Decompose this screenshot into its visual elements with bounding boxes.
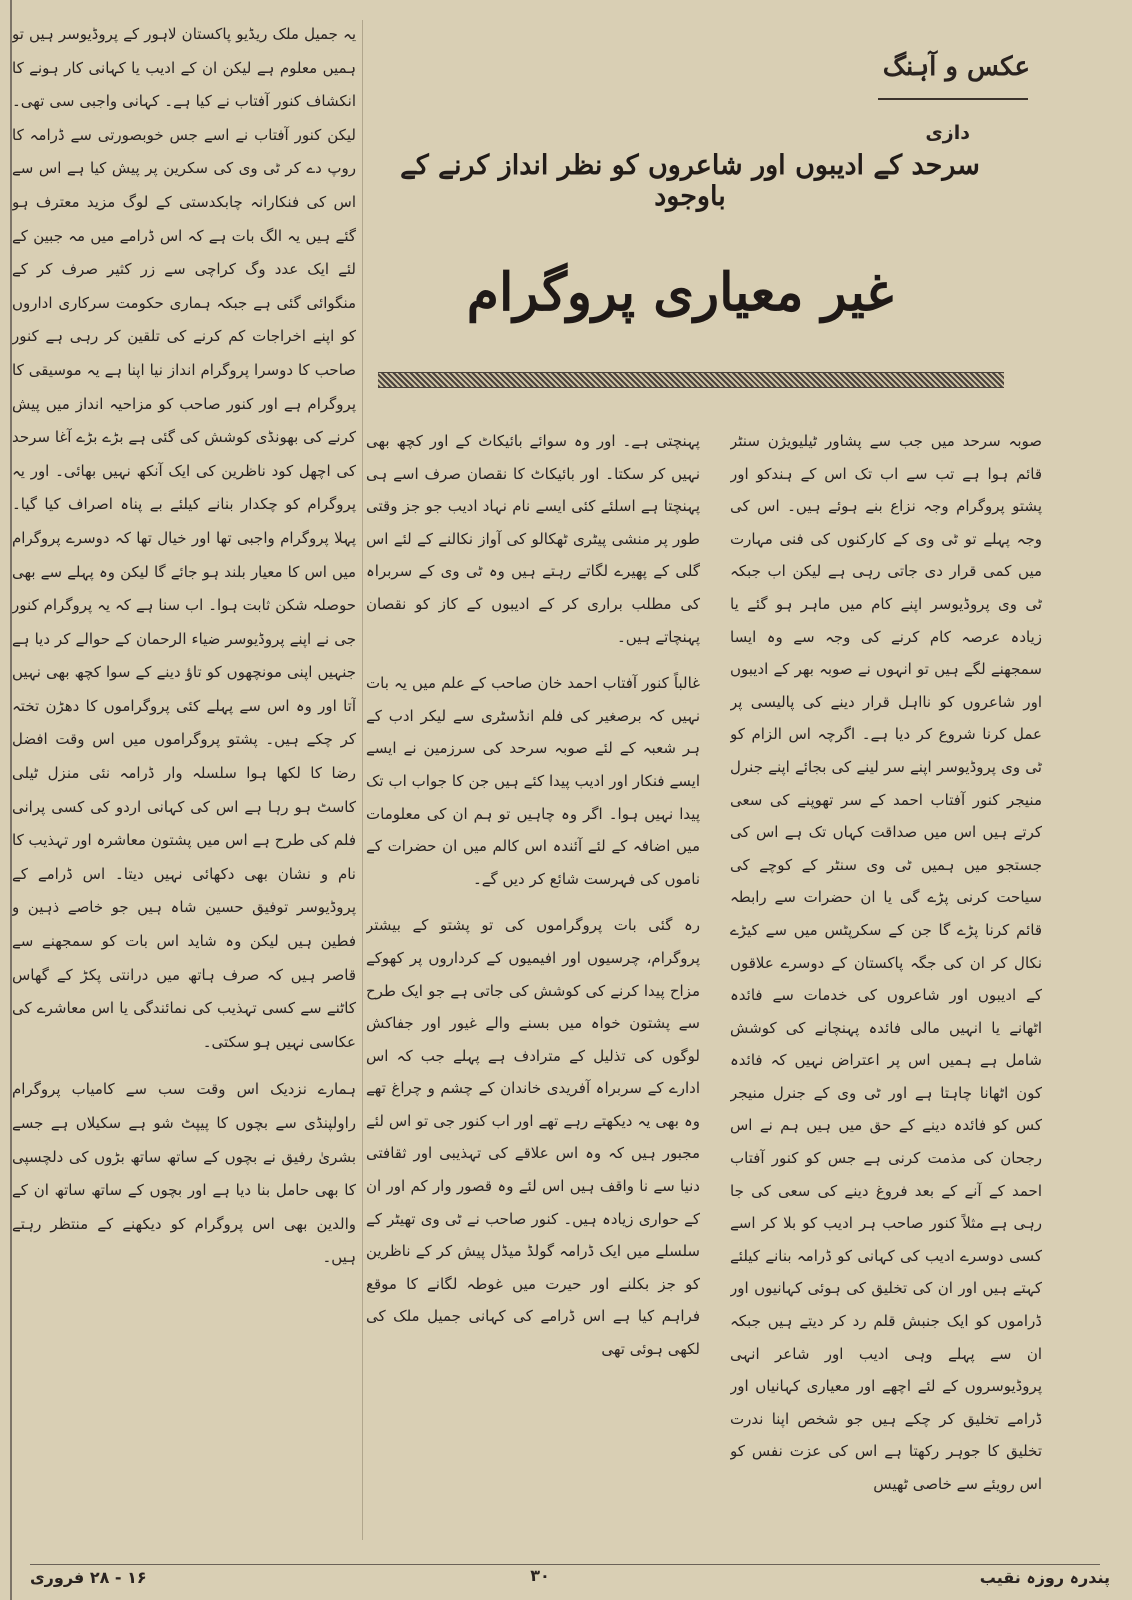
article-column-right (730, 425, 1042, 1555)
headline-hatch-divider (378, 372, 1004, 388)
footer-publication: پندرہ روزہ نقیب (979, 1568, 1110, 1587)
column-divider (362, 20, 363, 1540)
section-title: عکس و آہنگ (882, 52, 1030, 82)
footer-page-number: ۳۰ (530, 1566, 550, 1585)
article-column-left (12, 18, 356, 1558)
article-paragraph: صوبہ سرحد میں جب سے پشاور ٹیلیویژن سنٹر قائم ہوا ہے تب سے اب تک اس کے ہندکو اور پشتو پروگرام وجہ نزاع بنے ہوئے ہیں۔ اس کی وجہ پہلے تو ٹی وی کے کارکنوں کی فنی مہارت میں کمی قرار دی جاتی رہی ہے لیکن اب جبکہ ٹی وی پروڈیوسر اپنے کام میں ماہر ہو گئے یا زیادہ عرصہ کام کرنے کی وجہ سے وہ ایسا سمجھنے لگے ہیں تو انہوں نے صوبہ بھر کے ادیبوں اور شاعروں کو نااہل قرار دینے کی پالیسی پر عمل کرنا شروع کر دیا ہے۔ اگرچہ اس الزام کو ٹی وی پروڈیوسر اپنے سر لینے کی بجائے اپنے جنرل منیجر کنور آفتاب احمد کے سر تھوپنے کی سعی کرتے ہیں اس میں صداقت کہاں تک ہے اس کی جستجو میں ہمیں ٹی وی سنٹر کے کوچے کی سیاحت کرنی پڑے گی یا ان حضرات سے رابطہ قائم کرنا پڑے گا جن کے سکرپٹس میں سے کیڑے نکال کر ان کی جگہ پاکستان کے دوسرے علاقوں کے ادیبوں اور شاعروں کی خدمات سے فائدہ اٹھانے یا انہیں مالی فائدہ پہنچانے کی کوشش شامل ہے ہمیں اس پر اعتراض نہیں کہ فائدہ کون اٹھانا چاہتا ہے اور ٹی وی کے جنرل منیجر کس کو فائدہ دینے کے حق میں ہیں ہم نے اس رجحان کی مذمت کرنی ہے جس کو کنور آفتاب احمد کے آنے کے بعد فروغ دینے کی سعی کی جا رہی ہے مثلاً کنور صاحب ہر ادیب کو بلا کر اسے کسی دوسرے ادیب کی کہانی کو ڈرامہ بنانے کیلئے کہتے ہیں اور ان کی تخلیق کی ہوئی کہانیوں اور ڈراموں کو ایک جنبش قلم رد کر دیتے ہیں جبکہ ان سے پہلے وہی ادیب اور شاعر انہی پروڈیوسروں کے لئے اچھے اور معیاری کہانیاں اور ڈرامے تخلیق کر چکے ہیں جو شخص اپنا ندرت تخلیق کا جوہر رکھتا ہے اس کی عزت نفس کو اس رویئے سے خاصی ٹھیس (730, 432, 1042, 1493)
article-paragraph: یہ جمیل ملک ریڈیو پاکستان لاہور کے پروڈیوسر ہیں تو ہمیں معلوم ہے لیکن ان کے ادیب یا کہانی کار ہونے کا انکشاف کنور آفتاب نے کیا ہے۔ کہانی واجبی سی تھی۔ لیکن کنور آفتاب نے اسے جس خوبصورتی سے ڈرامہ کا روپ دے کر ٹی وی کی سکرین پر پیش کیا ہے اس سے اس کی فنکارانہ چابکدستی کے لوگ مزید معترف ہو گئے ہیں یہ الگ بات ہے کہ اس ڈرامے میں مہ جبین کے لئے ایک عدد وگ کراچی سے زر کثیر صرف کر کے منگوائی گئی ہے جبکہ ہماری حکومت سرکاری اداروں کو اپنے اخراجات کم کرنے کی تلقین کر رہی ہے کنور صاحب کا دوسرا پروگرام انداز نیا اپنا ہے یہ موسیقی کا پروگرام ہے اور کنور صاحب کو مزاحیہ انداز میں پیش کرنے کی بھونڈی کوشش کی گئی ہے بڑے بڑے آغا سرحد کی اچھل کود ناظرین کی ایک آنکھ نہیں بھائی۔ اور یہ پروگرام کو چکدار بنانے کیلئے بے پناہ اصراف کیا گیا۔ پہلا پروگرام واجبی تھا اور خیال تھا کہ دوسرے پروگرام میں اس کا معیار بلند ہو جائے گا لیکن وہ پہلے سے بھی حوصلہ شکن ثابت ہوا۔ اب سنا ہے کہ یہ پروگرام کنور جی نے اپنے پروڈیوسر ضیاء الرحمان کے حوالے کر دیا ہے جنہیں اپنی مونچھوں کو تاؤ دینے کے سوا کچھ بھی نہیں آتا اور وہ اس سے پہلے کئی پروگراموں کا دھڑن تختہ کر چکے ہیں۔ پشتو پروگراموں میں اس وقت افضل رضا کا لکھا ہوا سلسلہ وار ڈرامہ نئی منزل ٹیلی کاسٹ ہو رہا ہے اس کی کہانی اردو کی کسی پرانی فلم کی طرح ہے اس میں پشتون معاشرہ اور تہذیب کا نام و نشان بھی دکھائی نہیں دیتا۔ اس ڈرامے کے پروڈیوسر توفیق حسین شاہ ہیں جو خاصے ذہین و فطین ہیں لیکن وہ شاید اس بات کو سمجھنے سے قاصر ہیں کہ صرف ہاتھ میں درانتی پکڑ کے گھاس کاٹنے سے کسی تہذیب کی نمائندگی یا اس معاشرے کی عکاسی نہیں ہو سکتی۔ (12, 25, 356, 1051)
article-paragraph: ہمارے نزدیک اس وقت سب سے کامیاب پروگرام راولپنڈی سے بچوں کا پیپٹ شو ہے سکیلاں ہے جسے بشریٰ رفیق نے بچوں کے ساتھ ساتھ بڑوں کی دلچسپی کا بھی حامل بنا دیا ہے اور بچوں کے ساتھ ساتھ ان کے والدین بھی اس پروگرام کو دیکھنے کے منتظر رہتے ہیں۔ (12, 1080, 356, 1267)
article-column-middle (366, 425, 700, 1555)
headline-line-1: سرحد کے ادیبوں اور شاعروں کو نظر انداز کرنے کے باوجود (400, 150, 980, 212)
section-title-rule (878, 98, 1028, 100)
footer-date: ۱۶ - ۲۸ فروری (30, 1568, 147, 1587)
headline-line-2: غیر معیاری پروگرام (466, 262, 894, 323)
article-paragraph: پہنچتی ہے۔ اور وہ سوائے بائیکاٹ کے اور کچھ بھی نہیں کر سکتا۔ اور بائیکاٹ کا نقصان صرف اسے ہی پہنچتا ہے اسلئے کئی ایسے نام نہاد ادیب جو جز وقتی طور پر منشی پیٹری ٹھکالو کی آواز نکالنے کے لئے اس گلی کے پھیرے لگاتے رہتے ہیں وہ ٹی وی کے سربراہ کی مطلب براری کر کے ادیبوں کے کاز کو نقصان پہنچاتے ہیں۔ (366, 432, 700, 646)
article-paragraph: غالباً کنور آفتاب احمد خان صاحب کے علم میں یہ بات نہیں کہ برصغیر کی فلم انڈسٹری سے لیکر ادب کے ہر شعبہ کے لئے صوبہ سرحد کی سرزمین نے ایسے ایسے فنکار اور ادیب پیدا کئے ہیں جن کا جواب اب تک پیدا نہیں ہوا۔ اگر وہ چاہیں تو ہم ان کی معلومات میں اضافہ کے لئے آئندہ اس کالم میں ان حضرات کے ناموں کی فہرست شائع کر دیں گے۔ (366, 674, 700, 888)
footer-rule (30, 1564, 1100, 1565)
article-paragraph: رہ گئی بات پروگراموں کی تو پشتو کے بیشتر پروگرام، چرسیوں اور افیمیوں کے کرداروں پر کھوکے مزاح پیدا کرنے کی کوشش کی جاتی ہے جو ایک طرح سے پشتون خواہ میں بسنے والے غیور اور جفاکش لوگوں کی تذلیل کے مترادف ہے پہلے جب کہ اس ادارے کے سربراہ آفریدی خاندان کے چشم و چراغ تھے وہ بھی یہ دیکھتے رہے تھے اور اب کنور جی تو اس لئے مجبور ہیں کہ وہ اس علاقے کی تہذیبی اور ثقافتی دنیا سے نا واقف ہیں اس لئے وہ قصور وار کم اور ان کے حواری زیادہ ہیں۔ کنور صاحب نے ٹی وی تھیٹر کے سلسلے میں ایک ڈرامہ گولڈ میڈل پیش کر کے ناظرین کو جز بکلنے اور حیرت میں غوطہ لگانے کا موقع فراہم کیا ہے اس ڈرامے کی کہانی جمیل ملک کی لکھی ہوئی تھی (366, 916, 700, 1359)
byline: دازی (925, 122, 970, 144)
